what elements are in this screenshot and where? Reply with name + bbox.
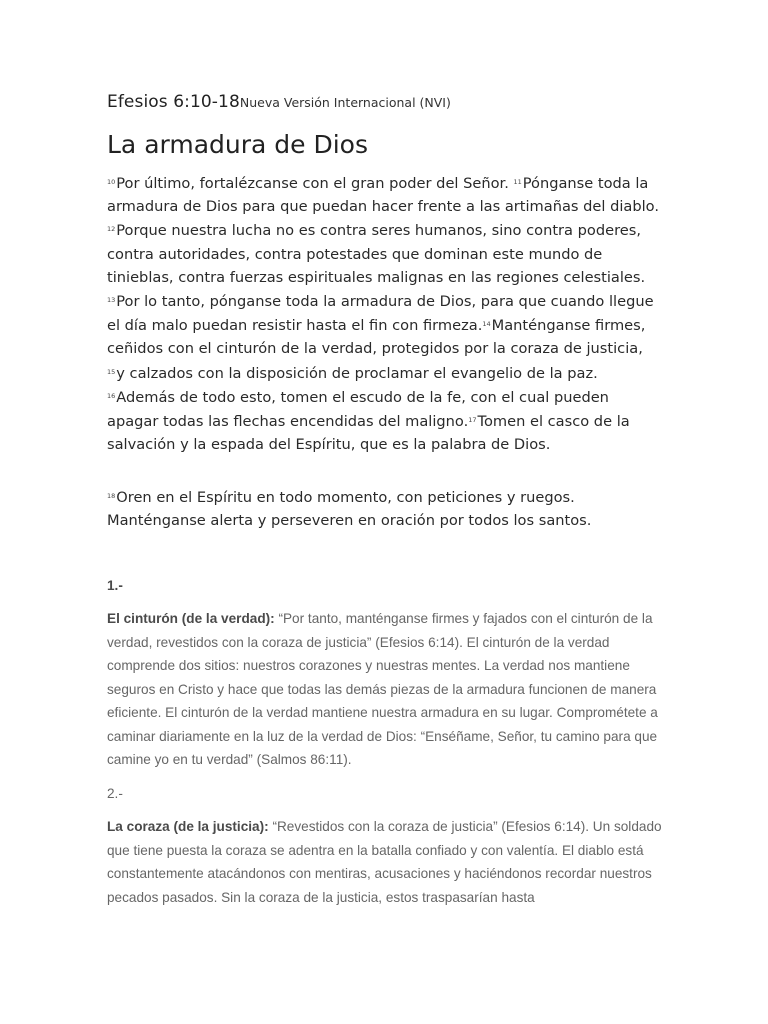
section-heading-1: El cinturón (de la verdad): xyxy=(107,611,275,626)
passage-text-2 xyxy=(107,485,663,532)
verse-number: 13 xyxy=(107,296,116,305)
verse-number: 12 xyxy=(107,225,116,234)
verse-text: Porque nuestra lucha no es contra seres humanos, sino contra poderes, contra autoridades, contra potestades que dominan este mundo de tinieblas, contra fuerzas espirituales malignas en las regiones celestiales. xyxy=(107,222,646,286)
passage-paragraph-2 xyxy=(107,485,663,532)
section-heading-2: La coraza (de la justicia): xyxy=(107,819,269,834)
verse-number: 14 xyxy=(482,320,491,329)
passage-paragraph-1 xyxy=(107,171,663,456)
section-body-2: “Revestidos con la coraza de justicia” (Efesios 6:14). Un soldado que tiene puesta la coraza se adentra en la batalla confiado y con valentía. El diablo está constantemente atacándonos con mentiras, acusaciones y haciéndonos recordar nuestros pecados pasados. Sin la coraza de la justicia, estos traspasarían hasta xyxy=(107,819,662,905)
verse-text: Pónganse toda la armadura de Dios para que puedan hacer frente a las artimañas del diablo. xyxy=(107,175,659,216)
verse-text: Además de todo esto, tomen el escudo de la fe, con el cual pueden apagar todas las flechas encendidas del maligno. xyxy=(107,388,609,431)
section-1 xyxy=(107,607,667,772)
verse-text: Tomen el casco de la salvación y la espada del Espíritu, que es la palabra de Dios. xyxy=(107,413,630,454)
verse-number: 10 xyxy=(107,178,116,186)
verse-text: Por último, fortalézcanse con el gran poder del Señor. xyxy=(116,175,514,192)
verse-number: 15 xyxy=(107,367,116,376)
verse-text: Por lo tanto, pónganse toda la armadura de Dios, para que cuando llegue el día malo puedan resistir hasta el fin con firmeza. xyxy=(107,293,654,335)
verse-number: 16 xyxy=(107,391,116,400)
section-body-1: “Por tanto, manténganse firmes y fajados con el cinturón de la verdad, revestidos con la coraza de justicia” (Efesios 6:14). El cinturón de la verdad comprende dos sitios: nuestros corazones y nuestras mentes. La verdad nos mantiene seguros en Cristo y hace que todas las demás piezas de la armadura funcionen de manera eficiente. El cinturón de la verdad mantiene nuestra armadura en su lugar. Comprométete a caminar diariamente en la luz de la verdad de Dios: “Enséñame, Señor, tu camino para que camine yo en tu verdad” (Salmos 86:11). xyxy=(107,611,658,767)
verse-text: y calzados con la disposición de proclamar el evangelio de la paz. xyxy=(116,364,598,382)
reference-text: Efesios 6:10-18 xyxy=(107,92,240,112)
verse-text: Manténganse firmes, ceñidos con el cinturón de la verdad, protegidos por la coraza de justicia, xyxy=(107,317,646,358)
section-2 xyxy=(107,815,667,909)
verse-number: 17 xyxy=(468,416,477,425)
verse-number: 18 xyxy=(107,492,116,500)
bible-version: Nueva Versión Internacional (NVI) xyxy=(239,95,451,110)
section-number-1: 1.- xyxy=(107,578,123,593)
verse-text: Oren en el Espíritu en todo momento, con peticiones y ruegos. Manténganse alerta y perseveren en oración por todos los santos. xyxy=(107,489,592,530)
passage-text-1 xyxy=(107,171,663,456)
scripture-reference xyxy=(107,92,451,112)
section-number-2: 2.- xyxy=(107,786,123,801)
page-title: La armadura de Dios xyxy=(107,130,368,159)
verse-number: 11 xyxy=(513,178,522,186)
